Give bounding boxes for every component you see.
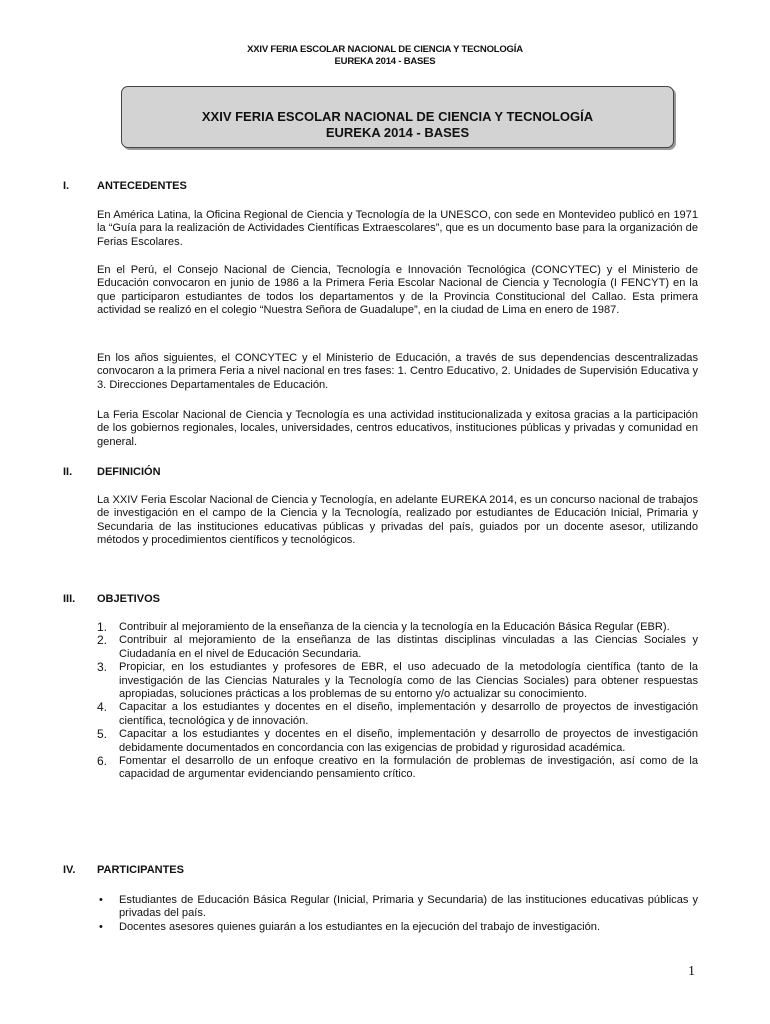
participants-list [97, 894, 698, 934]
list-item [97, 621, 698, 634]
bullet-icon: • [99, 920, 103, 933]
item-text: Capacitar a los estudiantes y docentes en el diseño, implementación y desarrollo de proyectos de investigación científica, tecnológica y de innovación. [119, 701, 698, 727]
item-text: Docentes asesores quienes guiarán a los estudiantes en la ejecución del trabajo de investigación. [119, 920, 601, 933]
paragraph: La XXIV Feria Escolar Nacional de Ciencia y Tecnología, en adelante EUREKA 2014, es un concurso nacional de trabajos de investigación en el campo de la Ciencia y la Tecnología, realizado por estudiantes de Educación Inicial, Primaria y Secundaria de las instituciones educativas públicas y privadas del país, guiados por un docente asesor, utilizando métodos y procedimientos científicos y tecnológicos. [97, 494, 698, 547]
paragraph: En el Perú, el Consejo Nacional de Ciencia, Tecnología e Innovación Tecnológica (CONCYTEC) y el Ministerio de Educación convocaron en junio de 1986 a la Primera Feria Escolar Nacional de Ciencia y Tecnología (I FENCYT) en la que participaron estudiantes de todos los departamentos y de la Provincia Constitucional del Callao. Esta primera actividad se realizó en el colegio “Nuestra Señora de Guadalupe”, en la ciudad de Lima en enero de 1987. [97, 264, 698, 317]
item-text: Estudiantes de Educación Básica Regular (Inicial, Primaria y Secundaria) de las instituciones educativas públicas y privadas del país. [119, 894, 698, 920]
section-title: PARTICIPANTES [97, 864, 184, 876]
list-item [97, 701, 698, 728]
paragraph: En los años siguientes, el CONCYTEC y el Ministerio de Educación, a través de sus dependencias descentralizadas convocaron a la primera Feria a nivel nacional en tres fases: 1. Centro Educativo, 2. Unidades de Supervisión Educativa y 3. Direcciones Departamentales de Educación. [97, 352, 698, 391]
list-item [97, 755, 698, 782]
item-number: 3. [97, 660, 108, 675]
section-title: OBJETIVOS [97, 593, 160, 605]
list-item [97, 728, 698, 755]
title-line2: EUREKA 2014 - BASES [325, 125, 470, 140]
section-number: I. [63, 180, 70, 192]
item-text: Contribuir al mejoramiento de la enseñanza de la ciencia y la tecnología en la Educación Básica Regular (EBR). [119, 621, 670, 633]
running-header-line2: EUREKA 2014 - BASES [334, 56, 436, 67]
title-box [121, 86, 674, 148]
item-number: 1. [97, 620, 108, 634]
item-number: 2. [97, 633, 108, 648]
running-header [0, 44, 770, 68]
item-number: 5. [97, 727, 108, 742]
list-item [97, 661, 698, 701]
list-item [97, 634, 698, 661]
bullet-icon: • [99, 894, 103, 906]
section-number: II. [63, 466, 73, 478]
item-text: Capacitar a los estudiantes y docentes en el diseño, implementación y desarrollo de proyectos de investigación debidamente documentados en concordancia con las exigencias de probidad y rigurosidad académica. [119, 728, 698, 754]
item-text: Fomentar el desarrollo de un enfoque creativo en la formulación de problemas de investigación, así como de la capacidad de argumentar evidenciando pensamiento crítico. [119, 755, 698, 781]
paragraph: En América Latina, la Oficina Regional de Ciencia y Tecnología de la UNESCO, con sede en Montevideo publicó en 1971 la “Guía para la realización de Actividades Científicas Extraescolares”, que es un documento base para la organización de Ferias Escolares. [97, 209, 698, 248]
item-number: 6. [97, 754, 108, 769]
paragraph: La Feria Escolar Nacional de Ciencia y Tecnología es una actividad institucionalizada y exitosa gracias a la participación de los gobiernos regionales, locales, universidades, centros educativos, instituciones públicas y privadas y comunidad en general. [97, 409, 698, 448]
item-text: Propiciar, en los estudiantes y profesores de EBR, el uso adecuado de la metodología científica (tanto de la investigación de las Ciencias Naturales y la Tecnología como de las Ciencias Sociales) para obtener respuestas apropiadas, soluciones prácticas a los problemas de su entorno y/o actualizar su conocimiento. [119, 661, 698, 701]
item-number: 4. [97, 700, 108, 715]
item-text: Contribuir al mejoramiento de la enseñanza de las distintas disciplinas vinculadas a las Ciencias Sociales y Ciudadanía en el nivel de Educación Secundaria. [119, 634, 698, 660]
section-number: III. [63, 593, 76, 605]
list-item [97, 921, 698, 934]
running-header-line1: XXIV FERIA ESCOLAR NACIONAL DE CIENCIA Y TECNOLOGÍA [247, 44, 523, 55]
section-title: ANTECEDENTES [97, 180, 187, 192]
section-title: DEFINICIÓN [97, 466, 161, 478]
objectives-list [97, 621, 698, 782]
page-number: 1 [688, 964, 695, 979]
title-line1: XXIV FERIA ESCOLAR NACIONAL DE CIENCIA Y TECNOLOGÍA [201, 109, 594, 124]
list-item [97, 894, 698, 921]
section-number: IV. [63, 864, 76, 876]
